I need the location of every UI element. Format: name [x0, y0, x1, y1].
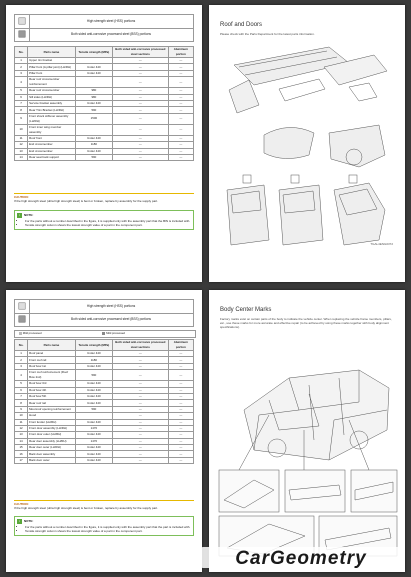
cell-tensile: 980 — [75, 88, 112, 94]
cell-no: 16 — [15, 451, 28, 457]
cell-tensile: 590 — [75, 370, 112, 381]
cell-bss: — — [113, 370, 169, 381]
cell-parts-name: Moonroof opening reinforcement — [28, 406, 76, 412]
table-row — [15, 77, 194, 88]
cell-bss: — — [113, 363, 169, 369]
cell-parts-name: Back door assembly — [28, 451, 76, 457]
cell-no: 13 — [15, 148, 28, 154]
cell-bss: — — [113, 124, 169, 135]
bss-icon — [15, 313, 30, 326]
header-subtitle: Both sided anti-corrosive processed steel (BSS) portions — [71, 317, 151, 321]
cell-bss: — — [113, 419, 169, 425]
cell-parts-name: Roof bow 4th — [28, 387, 76, 393]
cell-parts-name: Rear Trim Bracket (LH/RH) — [28, 107, 76, 113]
table-row — [15, 113, 194, 124]
cell-no: 3 — [15, 363, 28, 369]
table-header-block — [14, 14, 194, 42]
cell-no: 9 — [15, 113, 28, 124]
caution-title: CAUTION: — [14, 502, 29, 506]
cell-parts-name: End crossmember — [28, 142, 76, 148]
col-aluminum: Aluminum portion — [168, 340, 193, 351]
cell-bss: — — [113, 88, 169, 94]
cell-aluminum: — — [168, 400, 193, 406]
cell-tensile — [75, 124, 112, 135]
cell-no: 5 — [15, 88, 28, 94]
cell-bss: — — [113, 432, 169, 438]
cell-bss: — — [113, 135, 169, 141]
cell-bss: — — [113, 77, 169, 88]
cell-no: 8 — [15, 107, 28, 113]
note-item: • For the parts without a number described in the figure, it is supplied only with the assembly part that the part is included with. — [25, 525, 191, 529]
col-parts-name: Parts name — [28, 340, 76, 351]
cell-bss: — — [113, 445, 169, 451]
cell-aluminum: — — [168, 451, 193, 457]
cell-aluminum: — — [168, 148, 193, 154]
caution-text: If the high strength steel (ultra high strength steel) is bent or broken, replace by assembly for the supply part. — [14, 199, 158, 203]
cell-bss: — — [113, 100, 169, 106]
cell-tensile: Under 440 — [75, 445, 112, 451]
cell-no: 2 — [15, 64, 28, 70]
cell-tensile: Under 440 — [75, 351, 112, 357]
cell-no: 6 — [15, 387, 28, 393]
cell-tensile: 590 — [75, 406, 112, 412]
cell-no: 15 — [15, 445, 28, 451]
cell-no: 14 — [15, 438, 28, 444]
page-title: Body Center Marks — [220, 307, 272, 313]
table-row — [15, 154, 194, 160]
page-title: Roof and Doors — [220, 22, 263, 28]
header-title: High strength steel (HSS) portions — [86, 304, 136, 308]
note-item: • Tensile strength column shows the lowest strength value of a part in the component part. — [25, 223, 191, 227]
cell-parts-name: Front roof reinforcement (Roof Bow 2nd) — [28, 370, 76, 381]
cell-tensile: Under 440 — [75, 419, 112, 425]
cell-tensile: Under 440 — [75, 100, 112, 106]
note-item: • For the parts without a number described in the figure, it is supplied only with the assembly part that the BIN is included with. — [25, 219, 191, 223]
cell-parts-name: Pillar front — [28, 70, 76, 76]
cell-aluminum: — — [168, 425, 193, 431]
col-bss: Both sided anti-corrosive processed steel sections — [113, 47, 169, 58]
col-bss: Both sided anti-corrosive processed steel sections — [113, 340, 169, 351]
cell-tensile: 1500 — [75, 113, 112, 124]
cell-no: 7 — [15, 393, 28, 399]
cell-tensile: Under 440 — [75, 64, 112, 70]
cell-aluminum: — — [168, 457, 193, 463]
cell-aluminum: — — [168, 124, 193, 135]
warning-icon — [15, 300, 30, 313]
cell-aluminum: — — [168, 445, 193, 451]
cell-aluminum: — — [168, 58, 193, 64]
cell-no: 7 — [15, 100, 28, 106]
col-tensile: Tensile strength (MPa) — [75, 47, 112, 58]
col-no: No. — [15, 340, 28, 351]
col-no: No. — [15, 47, 28, 58]
cell-parts-name: Roof bow 5th — [28, 393, 76, 399]
cell-bss: — — [113, 451, 169, 457]
cell-bss: — — [113, 393, 169, 399]
cell-bss: — — [113, 400, 169, 406]
body-center-marks-diagram — [209, 290, 405, 572]
caution-box — [14, 193, 194, 203]
cell-parts-name: Rear door outer (LH/RH) — [28, 445, 76, 451]
cell-parts-name: End crossmember — [28, 148, 76, 154]
cell-bss: — — [113, 113, 169, 124]
cell-parts-name: Hood — [28, 413, 76, 419]
cell-tensile: Under 440 — [75, 457, 112, 463]
page-description: Factory marks exist on certain parts of the body to indicate the vehicle center. When replacing the vehicle frame members, pillars, etc., use these marks for more accurate and effective repair (to be achieved by using these marks together with body alignment specifications). — [220, 317, 392, 329]
table-row — [15, 457, 194, 463]
cell-tensile: 980 — [75, 94, 112, 100]
caution-box — [14, 500, 194, 510]
cell-aluminum: — — [168, 406, 193, 412]
caution-text: If the high strength steel (ultra high strength steel) is bent or broken, replace by assembly for the supply part. — [14, 506, 158, 510]
note-box — [14, 516, 194, 536]
cell-bss: — — [113, 94, 169, 100]
cargeometry-logo — [198, 544, 403, 570]
cell-parts-name: Front door assembly (LH/RH) — [28, 425, 76, 431]
cell-tensile: Under 440 — [75, 381, 112, 387]
cell-bss: — — [113, 58, 169, 64]
cell-aluminum: — — [168, 357, 193, 363]
note-title: NOTE: — [24, 519, 34, 523]
cell-tensile: 1470 — [75, 438, 112, 444]
cell-no: 6 — [15, 94, 28, 100]
cell-bss: — — [113, 406, 169, 412]
cell-tensile: 1180 — [75, 357, 112, 363]
cell-bss: — — [113, 107, 169, 113]
cell-bss: — — [113, 381, 169, 387]
table-header-block — [14, 299, 194, 327]
cell-aluminum: — — [168, 107, 193, 113]
cell-aluminum: — — [168, 370, 193, 381]
table-row — [15, 370, 194, 381]
cell-parts-name: Back door outer — [28, 457, 76, 463]
caution-title: CAUTION: — [14, 195, 29, 199]
cell-tensile: Under 440 — [75, 148, 112, 154]
cell-aluminum: — — [168, 77, 193, 88]
legend-swatch — [19, 332, 22, 335]
cell-no: 10 — [15, 124, 28, 135]
cell-bss: — — [113, 70, 169, 76]
cell-parts-name: Front inner wing member assembly — [28, 124, 76, 135]
cell-no: 9 — [15, 406, 28, 412]
cell-bss: — — [113, 413, 169, 419]
header-title: High strength steel (HSS) portions — [86, 19, 136, 23]
note-title: NOTE: — [24, 213, 34, 217]
cell-tensile — [75, 77, 112, 88]
cell-parts-name: Front door outer (LH/RH) — [28, 432, 76, 438]
cell-aluminum: — — [168, 419, 193, 425]
cell-no: 11 — [15, 419, 28, 425]
cell-bss: — — [113, 357, 169, 363]
cell-no: 1 — [15, 58, 28, 64]
cell-tensile: Under 440 — [75, 387, 112, 393]
cell-tensile: Under 440 — [75, 70, 112, 76]
cell-tensile: Under 440 — [75, 363, 112, 369]
col-tensile: Tensile strength (MPa) — [75, 340, 112, 351]
cell-no: 17 — [15, 457, 28, 463]
cell-aluminum: — — [168, 381, 193, 387]
cell-aluminum: — — [168, 387, 193, 393]
cell-parts-name: Roof bow 3rd — [28, 381, 76, 387]
cell-bss: — — [113, 438, 169, 444]
page-description: Please check with the Parts Department for the latest parts information. — [220, 32, 315, 36]
cell-bss: — — [113, 64, 169, 70]
cell-parts-name: Rear door assembly (LH/RH) — [28, 438, 76, 444]
cell-bss: — — [113, 387, 169, 393]
cell-parts-name: Front fender (LH/RH) — [28, 419, 76, 425]
cell-aluminum: — — [168, 142, 193, 148]
document-page-body-center-marks — [209, 290, 405, 572]
legend-row — [14, 330, 196, 338]
cell-parts-name: Rear roof crossmember reinforcement — [28, 77, 76, 88]
cell-no: 1 — [15, 351, 28, 357]
note-item: • Tensile strength column shows the lowest strength value of a part in the component part. — [25, 529, 191, 533]
cell-bss: — — [113, 148, 169, 154]
cell-tensile: Under 440 — [75, 135, 112, 141]
note-icon: i — [17, 213, 22, 218]
col-aluminum: Aluminum portion — [168, 47, 193, 58]
note-icon: i — [17, 519, 22, 524]
cell-bss: — — [113, 142, 169, 148]
parts-table — [14, 46, 194, 161]
cell-parts-name: Upper rim bracket — [28, 58, 76, 64]
cell-bss: — — [113, 351, 169, 357]
cell-aluminum: — — [168, 432, 193, 438]
cell-bss: — — [113, 457, 169, 463]
cell-aluminum: — — [168, 94, 193, 100]
cell-tensile: Under 440 — [75, 393, 112, 399]
roof-doors-exploded-diagram — [209, 5, 405, 282]
cell-no: 8 — [15, 400, 28, 406]
document-page-hss-table-2 — [6, 290, 202, 572]
cell-no: 3 — [15, 70, 28, 76]
cell-parts-name: Rear seat back support — [28, 154, 76, 160]
cell-aluminum: — — [168, 135, 193, 141]
cell-aluminum: — — [168, 351, 193, 357]
cell-tensile: 1180 — [75, 142, 112, 148]
col-parts-name: Parts name — [28, 47, 76, 58]
cell-no: 13 — [15, 432, 28, 438]
cell-aluminum: — — [168, 100, 193, 106]
cell-aluminum: — — [168, 64, 193, 70]
cell-parts-name: Roof panel — [28, 351, 76, 357]
cell-parts-name: Rear roof crossmember — [28, 88, 76, 94]
cell-tensile: Under 440 — [75, 400, 112, 406]
cell-parts-name: Roof front — [28, 135, 76, 141]
cell-no: 14 — [15, 154, 28, 160]
cell-parts-name: Roof bow 1st — [28, 363, 76, 369]
legend-label: Mild processed — [106, 331, 125, 335]
cell-aluminum: — — [168, 393, 193, 399]
cell-aluminum: — — [168, 363, 193, 369]
cell-no: 12 — [15, 142, 28, 148]
cell-aluminum: — — [168, 88, 193, 94]
legend-swatch — [102, 332, 105, 335]
warning-icon — [15, 15, 30, 28]
cell-bss: — — [113, 154, 169, 160]
table-row — [15, 124, 194, 135]
cell-tensile: 590 — [75, 154, 112, 160]
legend-label: Mild processed — [22, 331, 42, 335]
cell-parts-name: Service bracket assembly — [28, 100, 76, 106]
cell-no: 11 — [15, 135, 28, 141]
cell-aluminum: — — [168, 154, 193, 160]
cell-aluminum: — — [168, 113, 193, 124]
cell-parts-name: Front roof rail — [28, 357, 76, 363]
header-subtitle: Both sided anti-corrosive processed steel (BSS) portions — [71, 32, 151, 36]
cell-tensile: Under 440 — [75, 432, 112, 438]
cell-no: 12 — [15, 425, 28, 431]
cell-tensile: 590 — [75, 107, 112, 113]
cell-aluminum: — — [168, 438, 193, 444]
cell-no: 4 — [15, 370, 28, 381]
cell-tensile: Under 440 — [75, 451, 112, 457]
cell-aluminum: — — [168, 70, 193, 76]
cell-parts-name: Pillar front (A pillar joint) (LH/RH) — [28, 64, 76, 70]
parts-table — [14, 339, 194, 464]
cell-no: 2 — [15, 357, 28, 363]
figure-code: TGAL4ENG0372 — [370, 242, 393, 246]
cell-parts-name: Rear roof rail — [28, 400, 76, 406]
cell-no: 4 — [15, 77, 28, 88]
cell-aluminum: — — [168, 413, 193, 419]
bss-icon — [15, 28, 30, 41]
cell-no: 10 — [15, 413, 28, 419]
note-box — [14, 210, 194, 230]
cell-tensile: 1470 — [75, 425, 112, 431]
cell-no: 5 — [15, 381, 28, 387]
cell-parts-name: Front shock stiffener assembly (LH/RH) — [28, 113, 76, 124]
logo-text: CarGeometry — [235, 548, 367, 569]
cell-bss: — — [113, 425, 169, 431]
document-page-roof-doors — [209, 5, 405, 282]
cell-parts-name: Sill sides (LH/RH) — [28, 94, 76, 100]
document-page-hss-table — [6, 5, 202, 282]
